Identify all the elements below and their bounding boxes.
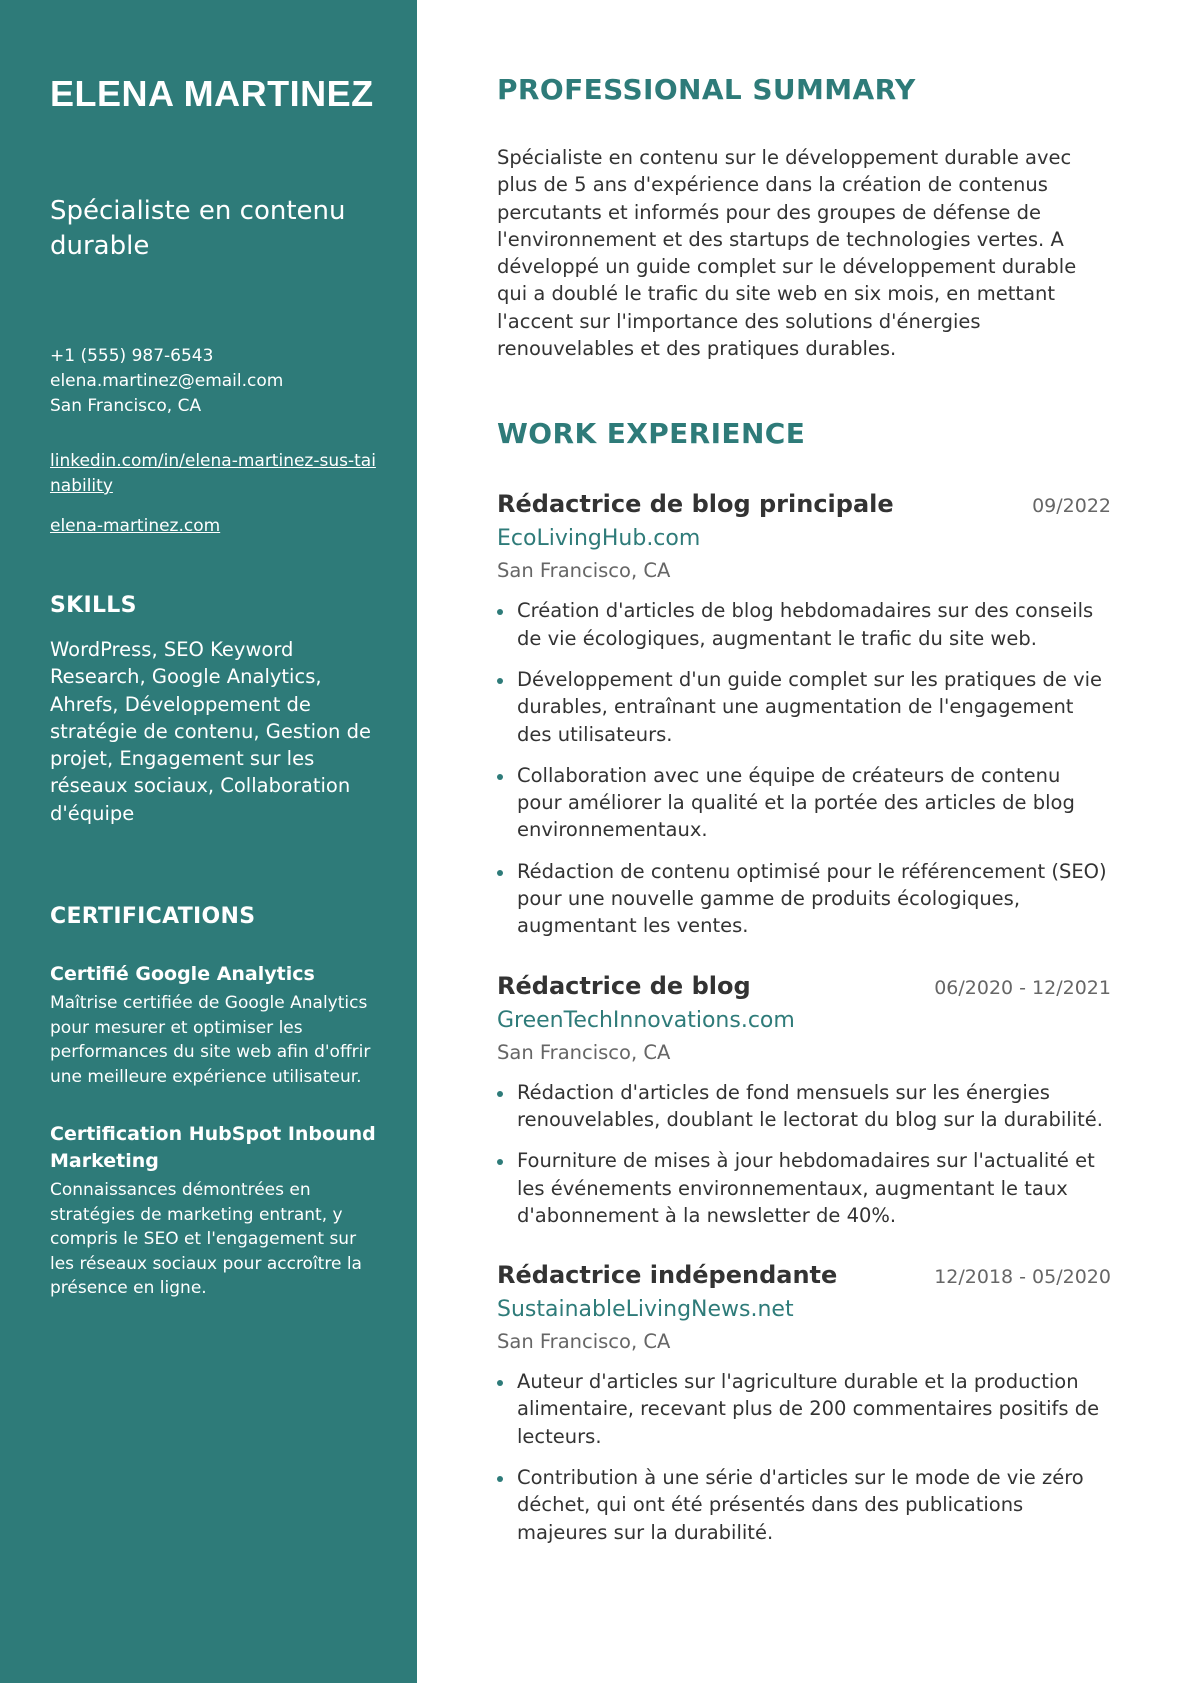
bullet-dot-icon xyxy=(497,1091,503,1097)
candidate-title: Spécialiste en contenu durable xyxy=(50,196,346,261)
job-company: GreenTechInnovations.com xyxy=(497,1007,795,1033)
job-location: San Francisco, CA xyxy=(497,1040,671,1064)
contact-location: San Francisco, CA xyxy=(50,396,202,416)
skills-list: WordPress, SEO Keyword Research, Google Analytics, Ahrefs, Développement de stratégie de contenu, Gestion de projet, Engagement sur les réseaux sociaux, Collaboration d'équipe xyxy=(50,638,371,825)
list-item: Auteur d'articles sur l'agriculture durable et la production alimentaire, recevant plus de 200 commentaires positifs de lecteurs. xyxy=(497,1368,1111,1450)
skills-heading: SKILLS xyxy=(50,593,137,618)
bullet-dot-icon xyxy=(497,609,503,615)
job-title: Rédactrice de blog principale xyxy=(497,490,894,519)
bullet-dot-icon xyxy=(497,870,503,876)
summary-heading: PROFESSIONAL SUMMARY xyxy=(497,73,916,106)
candidate-name: ELENA MARTINEZ xyxy=(50,73,374,114)
certification-description: Connaissances démontrées en stratégies de marketing entrant, y compris le SEO et l'engagement sur les réseaux sociaux pour accroître la présence en ligne. xyxy=(50,1180,362,1299)
certification-title: Certifié Google Analytics xyxy=(50,963,315,986)
certification-item xyxy=(50,1121,377,1301)
certifications-heading: CERTIFICATIONS xyxy=(50,904,256,930)
list-item: Rédaction de contenu optimisé pour le référencement (SEO) pour une nouvelle gamme de produits écologiques, augmentant les ventes. xyxy=(497,858,1111,940)
profile-links xyxy=(50,449,377,539)
contact-info xyxy=(50,344,377,419)
work-experience-heading: WORK EXPERIENCE xyxy=(497,417,806,451)
linkedin-link[interactable]: linkedin.com/in/elena-martinez-sus-tainability xyxy=(50,451,376,496)
list-item: Collaboration avec une équipe de créateurs de contenu pour améliorer la qualité et la portée des articles de blog environnementaux. xyxy=(497,762,1111,844)
certification-description: Maîtrise certifiée de Google Analytics pour mesurer et optimiser les performances du site web afin d'offrir une meilleure expérience utilisateur. xyxy=(50,993,371,1087)
bullet-dot-icon xyxy=(497,678,503,684)
contact-phone: +1 (555) 987-6543 xyxy=(50,346,214,366)
list-item: Création d'articles de blog hebdomadaires sur des conseils de vie écologiques, augmentant le trafic du site web. xyxy=(497,597,1111,652)
job-date: 06/2020 - 12/2021 xyxy=(934,976,1111,999)
job-bullets xyxy=(497,1368,1111,1546)
job-entry xyxy=(497,488,1111,939)
contact-email: elena.martinez@email.com xyxy=(50,371,284,391)
job-entry xyxy=(497,970,1111,1229)
sidebar xyxy=(0,0,417,1683)
list-item: Contribution à une série d'articles sur le mode de vie zéro déchet, qui ont été présentés dans des publications majeures sur la durabilité. xyxy=(497,1464,1111,1546)
bullet-dot-icon xyxy=(497,774,503,780)
job-title: Rédactrice indépendante xyxy=(497,1261,838,1290)
job-location: San Francisco, CA xyxy=(497,1330,671,1354)
website-link[interactable]: elena-martinez.com xyxy=(50,516,221,536)
job-title: Rédactrice de blog xyxy=(497,971,751,1000)
main-content xyxy=(497,0,1111,1546)
bullet-dot-icon xyxy=(497,1476,503,1482)
certification-item xyxy=(50,961,377,1089)
job-bullets xyxy=(497,1079,1111,1229)
bullet-dot-icon xyxy=(497,1159,503,1165)
job-bullets xyxy=(497,597,1111,939)
job-date: 09/2022 xyxy=(1032,495,1111,518)
job-location: San Francisco, CA xyxy=(497,559,671,583)
job-company: SustainableLivingNews.net xyxy=(497,1297,794,1323)
certification-title: Certification HubSpot Inbound Marketing xyxy=(50,1123,376,1173)
job-company: EcoLivingHub.com xyxy=(497,526,701,552)
list-item: Développement d'un guide complet sur les pratiques de vie durables, entraînant une augmentation de l'engagement des utilisateurs. xyxy=(497,666,1111,748)
list-item: Fourniture de mises à jour hebdomadaires sur l'actualité et les événements environnementaux, augmentant le taux d'abonnement à la newsletter de 40%. xyxy=(497,1147,1111,1229)
list-item: Rédaction d'articles de fond mensuels sur les énergies renouvelables, doublant le lectorat du blog sur la durabilité. xyxy=(497,1079,1111,1134)
bullet-dot-icon xyxy=(497,1380,503,1386)
summary-text: Spécialiste en contenu sur le développement durable avec plus de 5 ans d'expérience dans la création de contenus percutants et informés pour des groupes de défense de l'environnement et des startups de technologies vertes. A développé un guide complet sur le développement durable qui a doublé le trafic du site web en six mois, en mettant l'accent sur l'importance des solutions d'énergies renouvelables et des pratiques durables. xyxy=(497,146,1077,361)
job-date: 12/2018 - 05/2020 xyxy=(934,1266,1111,1289)
job-entry xyxy=(497,1259,1111,1546)
